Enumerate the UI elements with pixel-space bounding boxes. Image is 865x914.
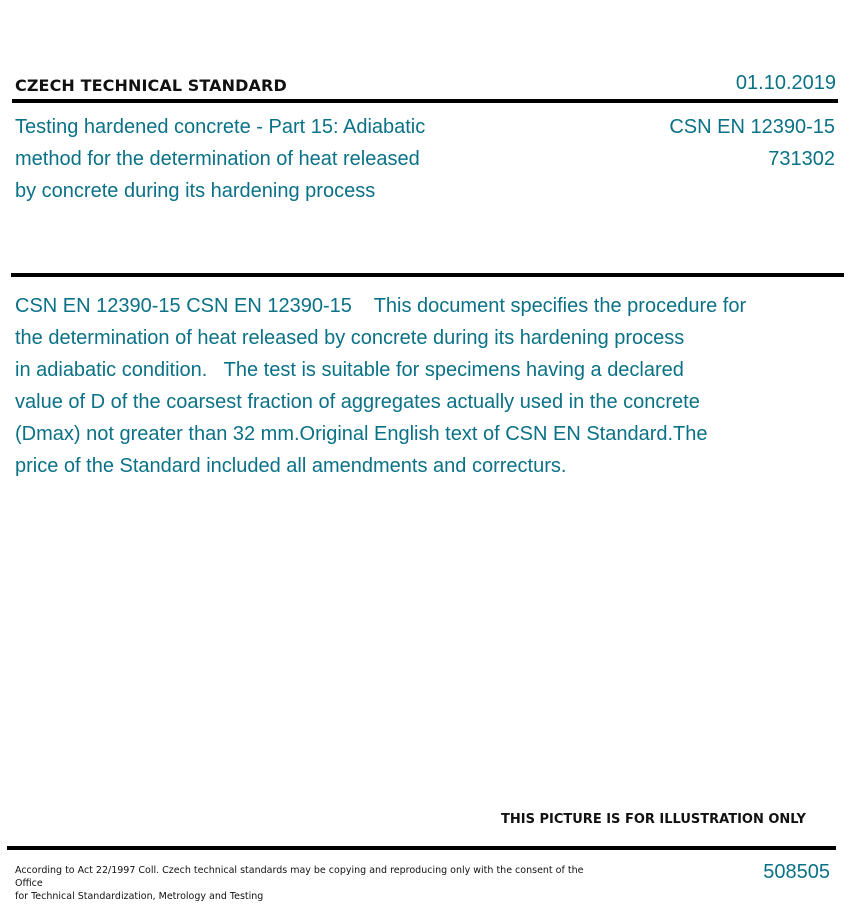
legal-notice-line: According to Act 22/1997 Coll. Czech technical standards may be copying and reproducing only with the consent of the Office: [15, 865, 584, 889]
title-line: method for the determination of heat released: [15, 148, 420, 170]
classification-code: 731302: [768, 148, 835, 170]
catalog-number: 508505: [763, 861, 830, 883]
abstract-line: value of D of the coarsest fraction of aggregates actually used in the concrete: [15, 391, 700, 413]
title-line: Testing hardened concrete - Part 15: Adiabatic: [15, 116, 426, 138]
standard-code: CSN EN 12390-15: [669, 116, 835, 138]
abstract-line: the determination of heat released by concrete during its hardening process: [15, 327, 685, 349]
legal-notice-line: for Technical Standardization, Metrology and Testing: [15, 891, 264, 902]
abstract-line: price of the Standard included all amendments and correcturs.: [15, 455, 567, 477]
abstract-line: in adiabatic condition. The test is suitable for specimens having a declared: [15, 359, 684, 381]
publication-date: 01.10.2019: [735, 72, 836, 94]
abstract-text: [15, 290, 815, 482]
top-divider: [12, 99, 838, 103]
document-type-label: CZECH TECHNICAL STANDARD: [15, 76, 287, 95]
title-line: by concrete during its hardening process: [15, 180, 376, 202]
illustration-note: THIS PICTURE IS FOR ILLUSTRATION ONLY: [501, 812, 806, 827]
abstract-line: CSN EN 12390-15 CSN EN 12390-15 This document specifies the procedure for: [15, 295, 747, 317]
middle-divider: [11, 273, 844, 277]
legal-notice: [15, 864, 595, 903]
abstract-line: (Dmax) not greater than 32 mm.Original English text of CSN EN Standard.The: [15, 423, 708, 445]
bottom-divider: [7, 846, 836, 850]
